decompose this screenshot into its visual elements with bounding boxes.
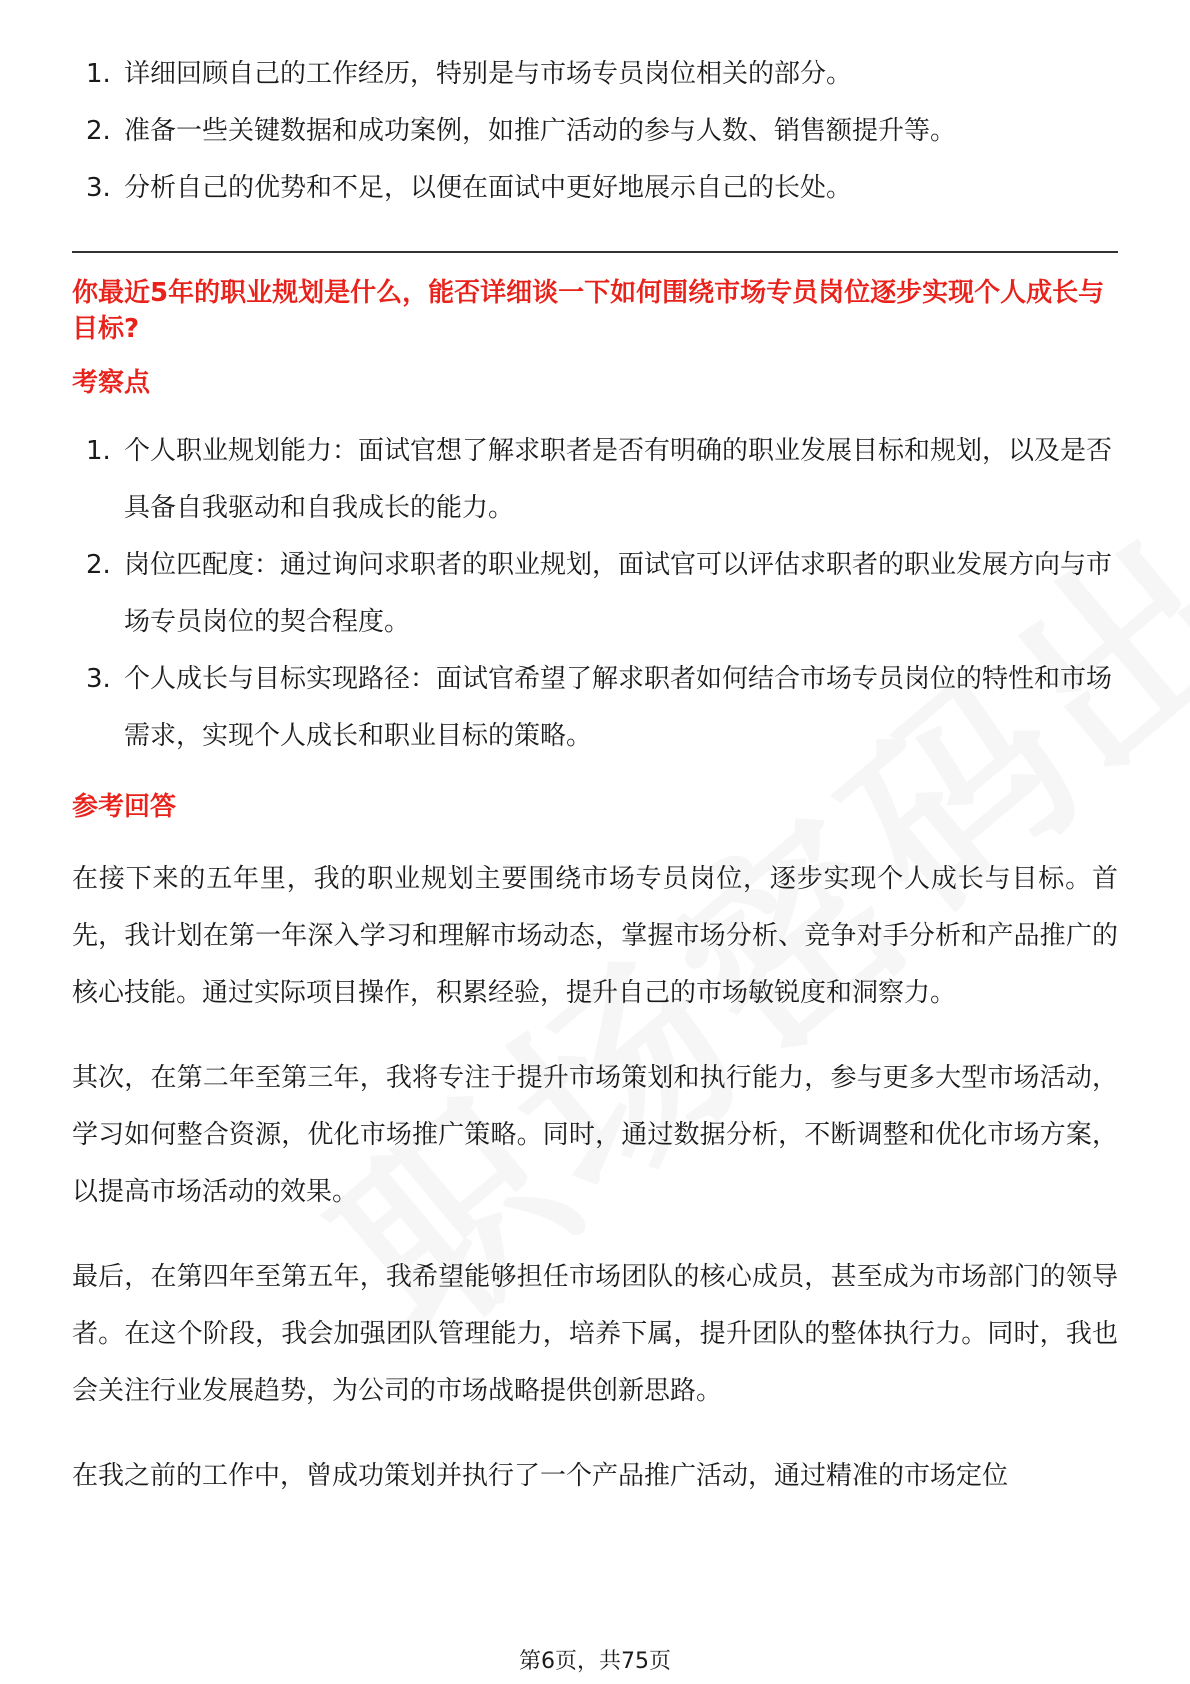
list-number: 1.	[86, 59, 111, 89]
list-number: 3.	[86, 664, 111, 694]
list-number: 2.	[86, 550, 111, 580]
list-item	[72, 537, 1118, 651]
interview-question: 你最近5年的职业规划是什么，能否详细谈一下如何围绕市场专员岗位逐步实现个人成长与目标?	[72, 278, 1105, 344]
page-content	[72, 46, 1118, 1533]
list-item-text: 个人职业规划能力：面试官想了解求职者是否有明确的职业发展目标和规划，以及是否具备自我驱动和自我成长的能力。	[124, 436, 1113, 523]
answer-paragraph: 最后，在第四年至第五年，我希望能够担任市场团队的核心成员，甚至成为市场部门的领导者。在这个阶段，我会加强团队管理能力，培养下属，提升团队的整体执行力。同时，我也会关注行业发展趋势，为公司的市场战略提供创新思路。	[72, 1262, 1118, 1406]
list-number: 1.	[86, 436, 111, 466]
exam-points-heading: 考察点	[72, 368, 151, 398]
list-item	[72, 46, 1118, 103]
list-item	[72, 160, 1118, 217]
list-item-text: 岗位匹配度：通过询问求职者的职业规划，面试官可以评估求职者的职业发展方向与市场专员岗位的契合程度。	[124, 550, 1113, 637]
list-item	[72, 423, 1118, 537]
answer-paragraph: 在接下来的五年里，我的职业规划主要围绕市场专员岗位，逐步实现个人成长与目标。首先，我计划在第一年深入学习和理解市场动态，掌握市场分析、竞争对手分析和产品推广的核心技能。通过实际项目操作，积累经验，提升自己的市场敏锐度和洞察力。	[72, 864, 1118, 1008]
preparation-list	[72, 46, 1118, 217]
list-item-text: 详细回顾自己的工作经历，特别是与市场专员岗位相关的部分。	[124, 59, 853, 89]
answer-paragraph: 在我之前的工作中，曾成功策划并执行了一个产品推广活动，通过精准的市场定位	[72, 1461, 1009, 1491]
section-divider	[72, 251, 1118, 253]
list-item	[72, 103, 1118, 160]
list-item-text: 准备一些关键数据和成功案例，如推广活动的参与人数、销售额提升等。	[124, 116, 957, 146]
list-item-text: 个人成长与目标实现路径：面试官希望了解求职者如何结合市场专员岗位的特性和市场需求，实现个人成长和职业目标的策略。	[124, 664, 1113, 751]
list-number: 3.	[86, 173, 111, 203]
list-item-text: 分析自己的优势和不足，以便在面试中更好地展示自己的长处。	[124, 173, 853, 203]
list-item	[72, 651, 1118, 765]
exam-points-list	[72, 423, 1118, 765]
list-number: 2.	[86, 116, 111, 146]
answer-paragraph: 其次，在第二年至第三年，我将专注于提升市场策划和执行能力，参与更多大型市场活动，学习如何整合资源，优化市场推广策略。同时，通过数据分析，不断调整和优化市场方案，以提高市场活动的效果。	[72, 1063, 1118, 1207]
page-number: 第6页，共75页	[519, 1649, 671, 1674]
reference-answer-heading: 参考回答	[72, 792, 177, 822]
